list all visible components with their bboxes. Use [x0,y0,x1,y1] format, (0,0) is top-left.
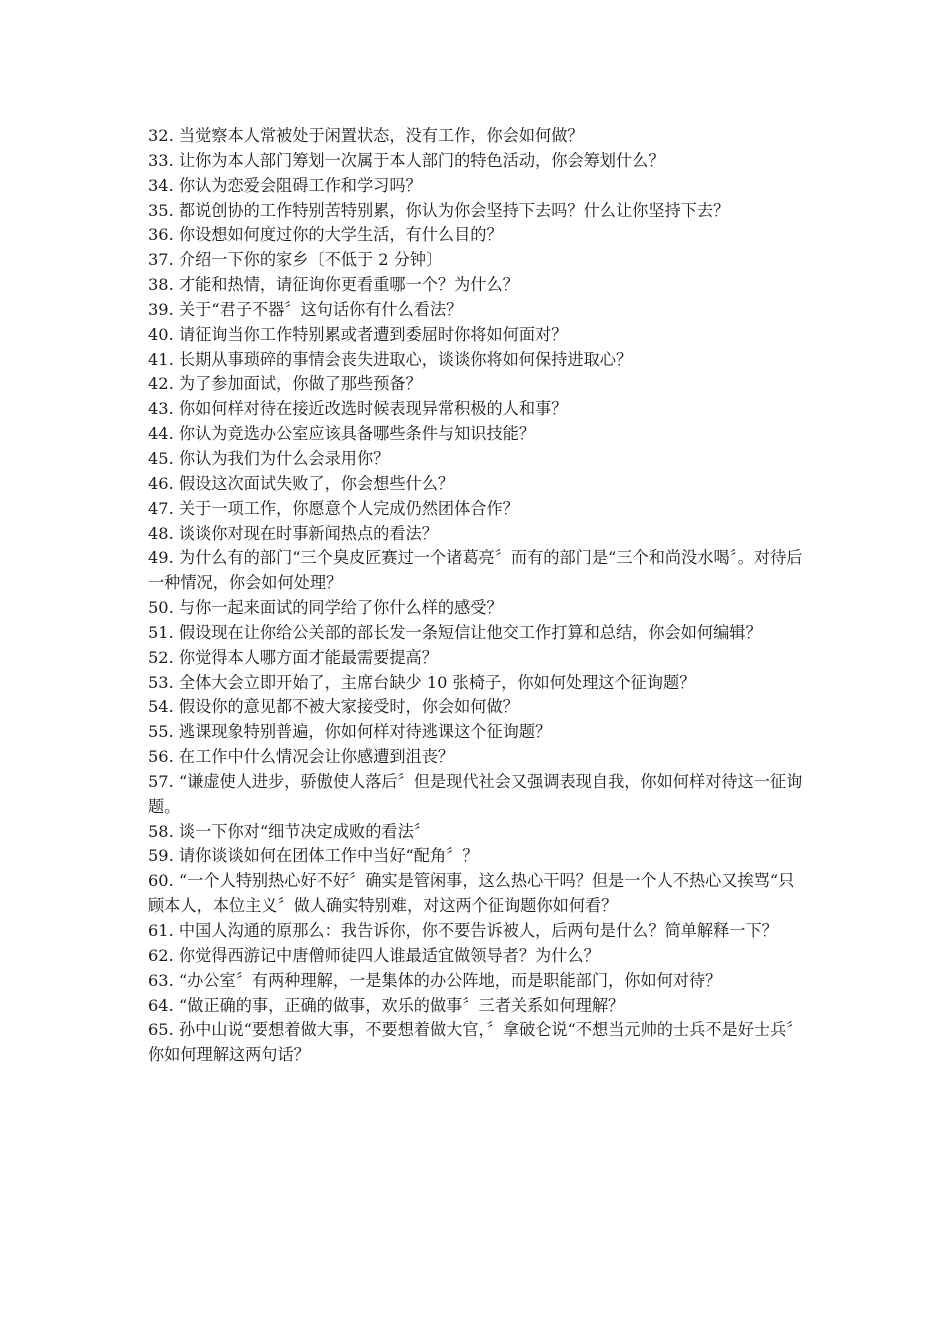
question-45: 45. 你认为我们为什么会录用你？ [148,448,390,468]
question-46: 46. 假设这次面试失败了，你会想些什么？ [148,473,455,493]
question-50: 50. 与你一起来面试的同学给了你什么样的感受？ [148,598,503,618]
question-54: 54. 假设你的意见都不被大家接受时，你会如何做？ [148,697,519,717]
question-33: 33. 让你为本人部门筹划一次属于本人部门的特色活动，你会筹划什么？ [148,150,665,170]
question-59: 59. 请你谈谈如何在团体工作中当好“配角〞？ [148,846,479,866]
question-32: 32. 当觉察本人常被处于闲置状态，没有工作，你会如何做？ [148,126,584,145]
question-65: 65. 孙中山说“要想着做大事，不要想着做大官，〞拿破仑说“不想当元帅的士兵不是好士兵〞你如何理解这两句话？ [148,1020,803,1065]
question-62: 62. 你觉得西游记中唐僧师徒四人谁最适宜做领导者？为什么？ [148,945,600,965]
question-37: 37. 介绍一下你的家乡〔不低于 2 分钟〕 [148,250,443,270]
question-44: 44. 你认为竞选办公室应该具备哪些条件与知识技能？ [148,424,536,444]
question-63: 63. “办公室〞有两种理解，一是集体的办公阵地，而是职能部门，你如何对待？ [148,970,722,990]
question-60: 60. “一个人特别热心好不好〞确实是管闲事，这么热心干吗？但是一个人不热心又挨骂“只顾本人，本位主义〞做人确实特别难，对这两个征询题你如何看？ [148,871,795,916]
question-42: 42. 为了参加面试，你做了那些预备？ [148,374,422,394]
question-35: 35. 都说创协的工作特别苦特别累，你认为你会坚持下去吗？什么让你坚持下去？ [148,200,730,220]
question-51: 51. 假设现在让你给公关部的部长发一条短信让他交工作打算和总结，你会如何编辑？ [148,622,762,642]
question-41: 41. 长期从事琐碎的事情会丧失进取心，谈谈你将如何保持进取心？ [148,349,633,369]
question-61: 61. 中国人沟通的原那么：我告诉你，你不要告诉被人，后两句是什么？简单解释一下？ [148,921,778,940]
question-58: 58. 谈一下你对“细节决定成败的看法〞 [148,821,430,841]
question-38: 38. 才能和热情，请征询你更看重哪一个？为什么？ [148,275,519,295]
question-53: 53. 全体大会立即开始了，主席台缺少 10 张椅子，你如何处理这个征询题？ [148,672,696,692]
question-56: 56. 在工作中什么情况会让你感遭到沮丧？ [148,747,455,767]
question-49: 49. 为什么有的部门“三个臭皮匠赛过一个诸葛亮〞而有的部门是“三个和尚没水喝〞。对待后一种情况，你会如何处理？ [148,548,803,593]
question-48: 48. 谈谈你对现在时事新闻热点的看法？ [148,523,438,543]
question-36: 36. 你设想如何度过你的大学生活，有什么目的？ [148,225,503,245]
question-52: 52. 你觉得本人哪方面才能最需要提高？ [148,647,438,667]
question-55: 55. 逃课现象特别普遍，你如何样对待逃课这个征询题？ [148,722,552,742]
question-64: 64. “做正确的事，正确的做事，欢乐的做事〞三者关系如何理解？ [148,995,625,1015]
question-43: 43. 你如何样对待在接近改选时候表现异常积极的人和事？ [148,399,568,419]
question-57: 57. “谦虚使人进步，骄傲使人落后〞但是现代社会又强调表现自我，你如何样对待这一征询题。 [148,771,803,816]
question-34: 34. 你认为恋爱会阻碍工作和学习吗？ [148,175,422,195]
question-list [148,124,803,1068]
question-40: 40. 请征询当你工作特别累或者遭到委屈时你将如何面对？ [148,324,568,344]
question-47: 47. 关于一项工作，你愿意个人完成仍然团体合作？ [148,498,519,518]
question-39: 39. 关于“君子不器〞这句话你有什么看法？ [148,299,463,319]
